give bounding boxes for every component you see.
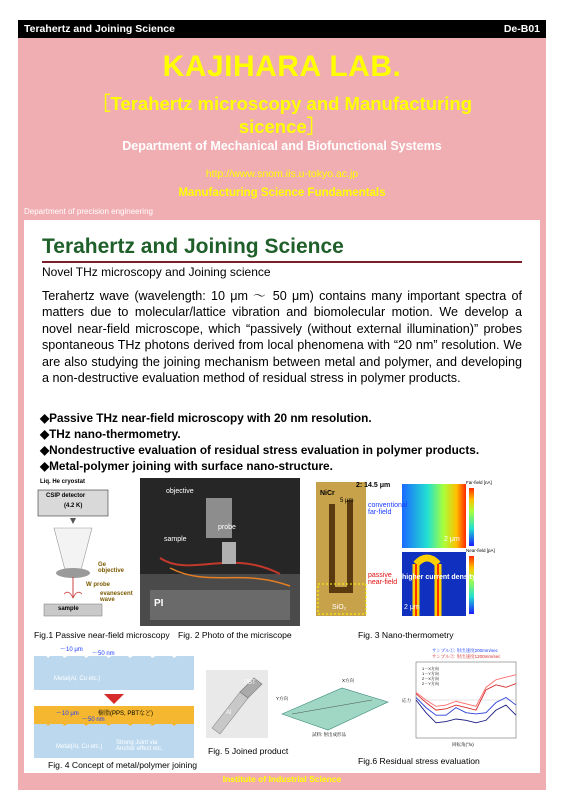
sample-plate: [282, 688, 388, 730]
detector-tip: [70, 518, 76, 524]
sample-label: sample: [58, 606, 79, 612]
detector-temp: (4.2 K): [64, 503, 83, 509]
fig5-photo: [206, 670, 268, 738]
ydir-label: Y方向: [276, 696, 289, 701]
conventional-label: conventional far-field: [368, 502, 408, 516]
fig6-caption: Fig.6 Residual stress evaluation: [358, 756, 480, 766]
chart-ylabel: 応力: [402, 698, 411, 703]
detector-label: CSIP detector: [46, 493, 86, 499]
objective-body: [206, 498, 232, 538]
series-2-label: 1－Y方向: [422, 671, 439, 676]
category-label: Terahertz and Joining Science: [24, 23, 175, 35]
chart-legend-2: サンプル②: 射出速度1200mm/sec: [432, 654, 501, 659]
metal-block-top: [34, 656, 194, 690]
probe-holder: [222, 542, 236, 564]
resin-label: 樹脂(PPS, PBTなど): [98, 711, 154, 717]
fig1-schematic: [36, 478, 136, 626]
fig6-diagram: [272, 674, 398, 744]
bullet-item: ◆THz nano-thermometry.: [40, 427, 181, 441]
cryostat-label: Liq. He cryostat: [40, 479, 86, 485]
title-divider: [42, 261, 522, 263]
chart-legend-1: サンプル①: 射出速度200mm/sec: [432, 648, 498, 653]
al-label: Al: [226, 710, 232, 716]
fig3-thermometry: [316, 480, 495, 620]
intro-paragraph: Terahertz wave (wavelength: 10 μm ～ 50 μm) contains many important spectra of matters due to molecular/lattice vibration and biomolecular motion. We develop a novel near-field microscope, which “passively (without external illumination)” probes spontaneous THz photons derived from local phenomena with “20 nm” resolution. We are also studying the joining mechanism between metal and polymer, and developing a non-destructive evaluation method of residual stress in polymer products.: [42, 289, 522, 386]
top-bar: [18, 20, 546, 38]
fig2-photo: [140, 478, 300, 626]
fig6-chart: [402, 648, 520, 750]
series-4-label: 2－Y方向: [422, 681, 439, 686]
bullet-list: [40, 410, 530, 474]
bullet-item: ◆Metal-polymer joining with surface nano-structure.: [40, 459, 333, 473]
arrow-down-icon: [104, 694, 124, 704]
pbt-label: PBT: [244, 680, 256, 686]
bullet-item: ◆Passive THz near-field microscopy with 20 nm resolution.: [40, 411, 372, 425]
fig4-joining-concept: [34, 644, 194, 758]
sio2-label: SiO₂: [332, 604, 347, 611]
bullet-item: ◆Nondestructive evaluation of residual stress evaluation in polymer products.: [40, 443, 480, 457]
photo-objective-label: objective: [166, 488, 194, 495]
series-3-label: 2－X方向: [422, 676, 439, 681]
top-50nm: ～50 nm: [92, 651, 115, 657]
stress-chart-svg: [402, 648, 520, 750]
fig5-caption: Fig. 5 Joined product: [208, 746, 289, 756]
nearfield-colorbar: [469, 556, 474, 614]
scale-bar-near: 2 μm: [404, 604, 420, 611]
footer-institute: Institute of Industrial Science: [222, 774, 342, 784]
width-label: 2: 14.5 μm: [356, 482, 391, 489]
beam-cone: [54, 528, 92, 570]
lab-name: KAJIHARA LAB.: [162, 50, 402, 83]
chart-xlabel: 回転角(°/x): [452, 742, 474, 747]
current-density-label: higher current density: [402, 574, 476, 581]
section-subtitle: Novel THz microscopy and Joining science: [42, 265, 271, 279]
bottom-50nm: ～50 nm: [82, 717, 105, 723]
lab-subtitle: ［Terahertz microscopy and Manufacturing sicence］: [92, 93, 472, 137]
ge-objective-lens: [56, 568, 90, 578]
probe-label: W probe: [86, 582, 110, 588]
metal-bottom-label: Metal(Al, Cu etc.): [56, 744, 103, 750]
fig3-caption: Fig. 3 Nano-thermometry: [358, 630, 454, 640]
program-name: Manufacturing Science Fundamentals: [178, 187, 386, 199]
photo-sample-label: sample: [164, 536, 187, 543]
series-1-label: 1－X方向: [422, 666, 439, 671]
section-title: Terahertz and Joining Science: [42, 235, 344, 258]
objective-label: Ge objective: [98, 562, 125, 574]
wave-label: evanescent wave: [100, 591, 133, 603]
poster-code: De-B01: [503, 23, 540, 35]
nicr-label: NiCr: [320, 490, 335, 497]
lab-url-link[interactable]: http://www.snom.iis.u-tokyo.ac.jp: [205, 168, 359, 180]
scale-bar-far: 2 μm: [444, 536, 460, 543]
xdir-label: X方向: [342, 678, 355, 683]
top-10um: ～10 μm: [60, 647, 83, 653]
passive-label: passive near-field: [368, 572, 398, 586]
plate-label: 試料: 射出成形品: [312, 732, 346, 737]
metal-top-label: Metal(Al, Cu etc.): [54, 676, 101, 682]
precision-department: Department of precision engineering: [24, 207, 153, 216]
nearfield-unit: Near-field [pA]: [466, 548, 495, 553]
farfield-unit: Far-field [nA]: [466, 480, 492, 485]
fig1-caption: Fig.1 Passive near-field microscopy: [34, 630, 170, 640]
five-um-label: 5 μm: [340, 498, 354, 504]
joint-label: Strong Joint via Anchor effect etc.: [116, 740, 163, 752]
photo-brand-logo: PI: [154, 598, 164, 609]
department: Department of Mechanical and Biofunctional Systems: [122, 139, 442, 153]
photo-probe-label: probe: [218, 524, 236, 531]
bottom-10um: ～10 μm: [56, 711, 79, 717]
fig4-caption: Fig. 4 Concept of metal/polymer joining: [48, 760, 198, 770]
fig2-caption: Fig. 2 Photo of the micriscope: [178, 630, 292, 640]
farfield-colorbar: [469, 488, 474, 546]
